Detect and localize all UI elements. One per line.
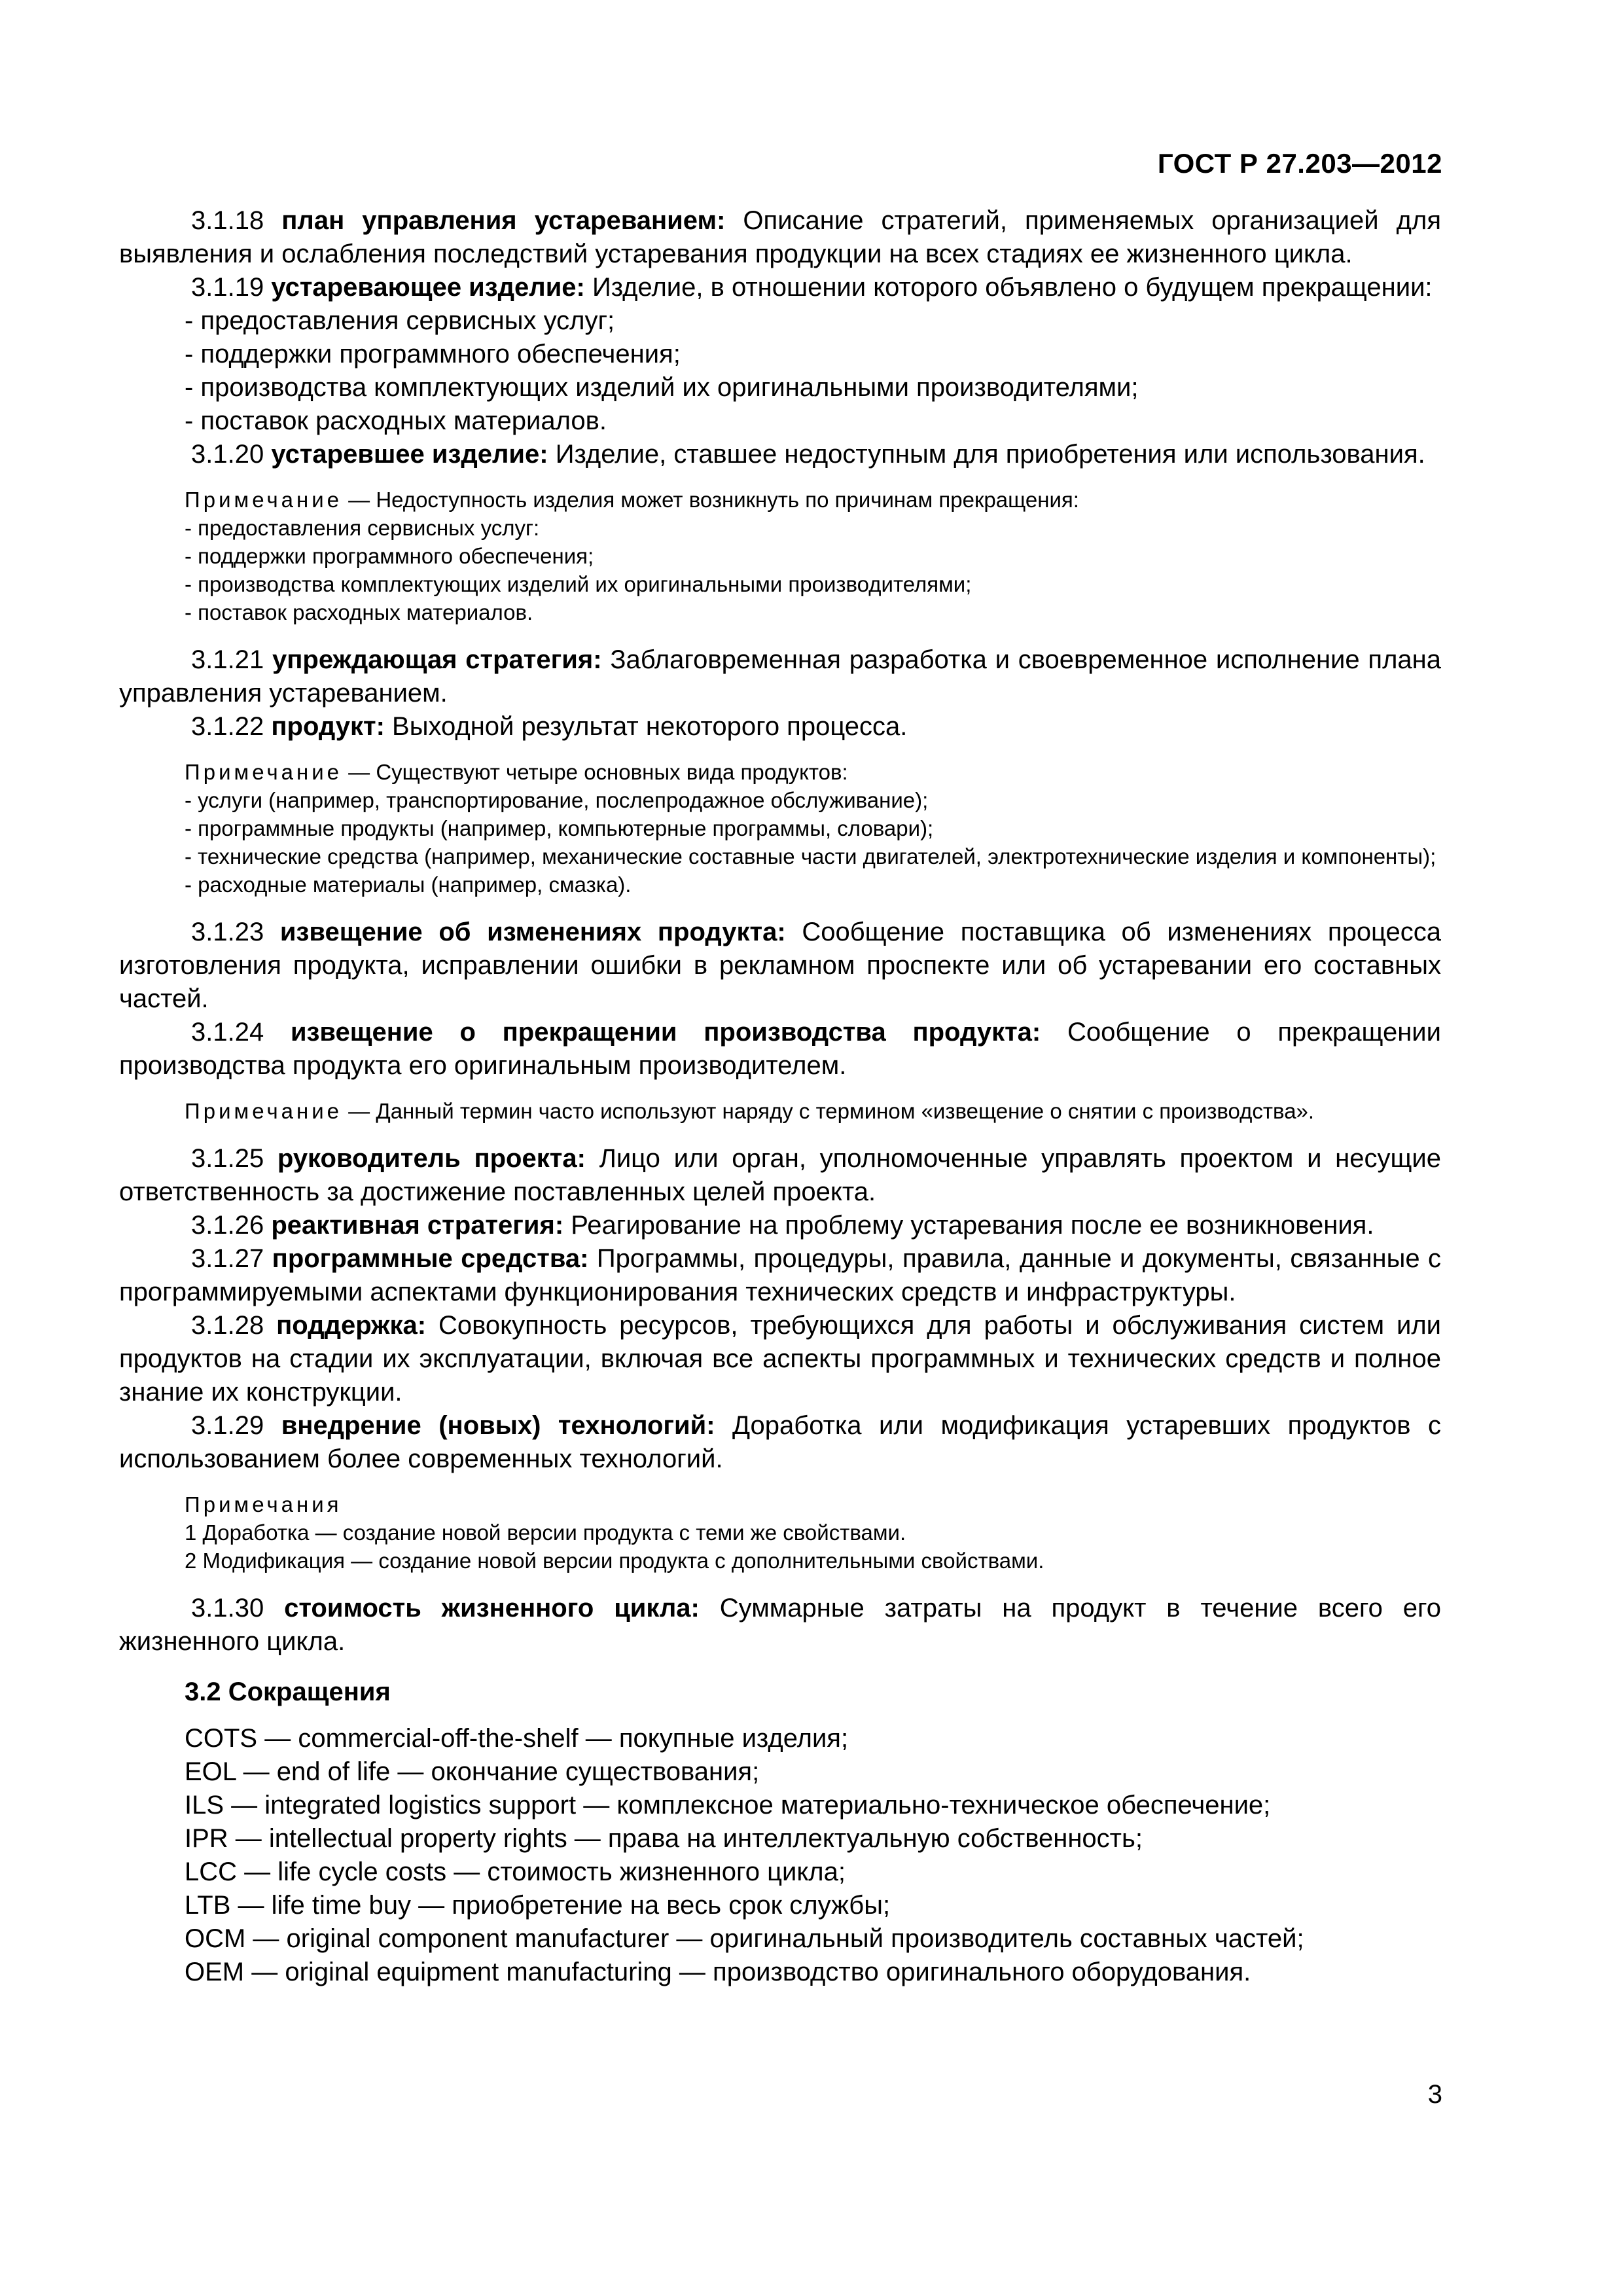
term-definition: Программы, процедуры, правила, данные и документы, связанные с программируемыми аспектами функционирования технических средств и инфраструктуры. xyxy=(119,1244,1441,1306)
abbreviation-list xyxy=(119,1722,1441,1989)
term-definition: Суммарные затраты на продукт в течение всего его жизненного цикла. xyxy=(119,1594,1441,1656)
term-definition: Сообщение поставщика об изменениях процесса изготовления продукта, исправлении ошибки в рекламном проспекте или об устаревании его составных частей. xyxy=(119,918,1442,1013)
term-number: 3.1.28 xyxy=(191,1311,264,1340)
note-3-1-24 xyxy=(119,1097,1441,1125)
abbreviation-item: LCC — life cycle costs — стоимость жизненного цикла; xyxy=(185,1857,846,1886)
term-number: 3.1.26 xyxy=(191,1211,264,1240)
notes-label: Примечания xyxy=(185,1492,342,1516)
note-item: - поддержки программного обеспечения; xyxy=(185,544,594,568)
page-content xyxy=(119,204,1441,1989)
note-text: — Недоступность изделия может возникнуть по причинам прекращения: xyxy=(342,488,1079,512)
note-line xyxy=(119,1097,1441,1125)
note-item: 1 Доработка — создание новой версии продукта с теми же свойствами. xyxy=(185,1520,906,1545)
term-name: продукт: xyxy=(271,712,385,741)
note-3-1-22 xyxy=(119,758,1441,899)
note-item: - расходные материалы (например, смазка). xyxy=(185,872,632,897)
term-3-1-18 xyxy=(119,204,1441,271)
list-item: - поставок расходных материалов. xyxy=(185,406,607,435)
note-item: - программные продукты (например, компьютерные программы, словари); xyxy=(185,816,934,840)
abbreviation-item: LTB — life time buy — приобретение на весь срок службы; xyxy=(185,1891,891,1920)
note-item: - производства комплектующих изделий их оригинальными производителями; xyxy=(185,572,972,596)
term-3-1-21 xyxy=(119,643,1441,710)
abbreviation-item: EOL — end of life — окончание существования; xyxy=(185,1757,760,1786)
note-label: Примечание xyxy=(185,1099,343,1123)
note-item: - предоставления сервисных услуг: xyxy=(185,516,540,540)
term-3-1-25 xyxy=(119,1142,1441,1209)
term-definition: Совокупность ресурсов, требующихся для работы и обслуживания систем или продуктов на стадии их эксплуатации, включая все аспекты программных и технических средств и полное знание их конструкции. xyxy=(119,1311,1441,1407)
term-name: программные средства: xyxy=(272,1244,589,1273)
term-3-1-28 xyxy=(119,1309,1441,1409)
note-label: Примечание xyxy=(185,488,343,512)
term-number: 3.1.29 xyxy=(191,1411,264,1440)
term-3-1-23 xyxy=(119,916,1441,1016)
term-number: 3.1.20 xyxy=(191,440,264,469)
term-name: поддержка: xyxy=(276,1311,427,1340)
term-name: руководитель проекта: xyxy=(277,1144,586,1173)
term-definition: Изделие, ставшее недоступным для приобретения или использования. xyxy=(548,440,1425,469)
note-line xyxy=(119,758,1441,786)
term-3-1-24 xyxy=(119,1016,1441,1083)
note-item: 2 Модификация — создание новой версии продукта с дополнительными свойствами. xyxy=(185,1549,1044,1573)
term-number: 3.1.18 xyxy=(191,206,264,235)
term-number: 3.1.25 xyxy=(191,1144,264,1173)
list-item: - производства комплектующих изделий их оригинальными производителями; xyxy=(185,373,1139,402)
note-text: — Данный термин часто используют наряду с термином «извещение о снятии с производства». xyxy=(342,1099,1315,1123)
abbreviation-item: ILS — integrated logistics support — комплексное материально-техническое обеспечение; xyxy=(185,1791,1271,1820)
term-number: 3.1.30 xyxy=(191,1594,264,1623)
term-number: 3.1.19 xyxy=(191,273,264,302)
term-3-1-29 xyxy=(119,1409,1441,1476)
term-name: реактивная стратегия: xyxy=(271,1211,564,1240)
term-definition: Сообщение о прекращении производства продукта его оригинальным производителем. xyxy=(119,1018,1441,1080)
term-name: стоимость жизненного цикла: xyxy=(284,1594,700,1623)
term-name: извещение о прекращении производства продукта: xyxy=(290,1018,1041,1047)
term-definition: Выходной результат некоторого процесса. xyxy=(384,712,908,741)
term-number: 3.1.23 xyxy=(191,918,264,946)
term-definition: Реагирование на проблему устаревания после ее возникновения. xyxy=(563,1211,1374,1240)
abbreviation-item: OEM — original equipment manufacturing — производство оригинального оборудования. xyxy=(185,1958,1251,1986)
term-3-1-19 xyxy=(119,271,1441,304)
term-number: 3.1.27 xyxy=(191,1244,264,1273)
note-line xyxy=(119,486,1441,514)
term-3-1-20 xyxy=(119,438,1441,471)
abbreviation-item: IPR — intellectual property rights — права на интеллектуальную собственность; xyxy=(185,1824,1143,1853)
term-3-1-27 xyxy=(119,1242,1441,1309)
note-label: Примечание xyxy=(185,760,343,784)
note-text: — Существуют четыре основных вида продуктов: xyxy=(342,760,848,784)
term-number: 3.1.21 xyxy=(191,645,264,674)
term-definition: Описание стратегий, применяемых организацией для выявления и ослабления последствий устаревания продукции на всех стадиях ее жизненного цикла. xyxy=(119,206,1441,268)
term-name: устаревающее изделие: xyxy=(271,273,585,302)
abbreviation-item: OCM — original component manufacturer — оригинальный производитель составных частей; xyxy=(185,1924,1304,1953)
standard-header: ГОСТ Р 27.203—2012 xyxy=(1157,148,1442,179)
notes-3-1-29 xyxy=(119,1490,1441,1575)
term-3-1-30 xyxy=(119,1592,1441,1659)
section-heading: 3.2 Сокращения xyxy=(185,1677,391,1706)
list-item: - предоставления сервисных услуг; xyxy=(185,306,615,335)
page-number: 3 xyxy=(1427,2080,1442,2109)
term-name: устаревшее изделие: xyxy=(271,440,548,469)
abbreviation-item: COTS — commercial-off-the-shelf — покупные изделия; xyxy=(185,1724,849,1753)
term-definition: Заблаговременная разработка и своевременное исполнение плана управления устареванием. xyxy=(119,645,1441,708)
term-3-1-26 xyxy=(119,1209,1441,1242)
note-item: - поставок расходных материалов. xyxy=(185,600,533,624)
term-number: 3.1.24 xyxy=(191,1018,264,1047)
notes-label-line xyxy=(119,1490,1441,1518)
term-number: 3.1.22 xyxy=(191,712,264,741)
term-name: извещение об изменениях продукта: xyxy=(279,918,786,946)
term-name: внедрение (новых) технологий: xyxy=(281,1411,715,1440)
term-name: упреждающая стратегия: xyxy=(272,645,602,674)
term-definition: Лицо или орган, уполномоченные управлять проектом и несущие ответственность за достижение поставленных целей проекта. xyxy=(119,1144,1441,1206)
term-definition: Доработка или модификация устаревших продуктов с использованием более современных технологий. xyxy=(119,1411,1441,1473)
term-name: план управления устареванием: xyxy=(281,206,726,235)
term-definition: Изделие, в отношении которого объявлено о будущем прекращении: xyxy=(584,273,1433,302)
term-3-1-22 xyxy=(119,710,1441,744)
note-3-1-20 xyxy=(119,486,1441,626)
note-item: - технические средства (например, механические составные части двигателей, электротехнические изделия и компоненты); xyxy=(185,844,1436,869)
list-item: - поддержки программного обеспечения; xyxy=(185,340,681,368)
note-item: - услуги (например, транспортирование, послепродажное обслуживание); xyxy=(185,788,929,812)
